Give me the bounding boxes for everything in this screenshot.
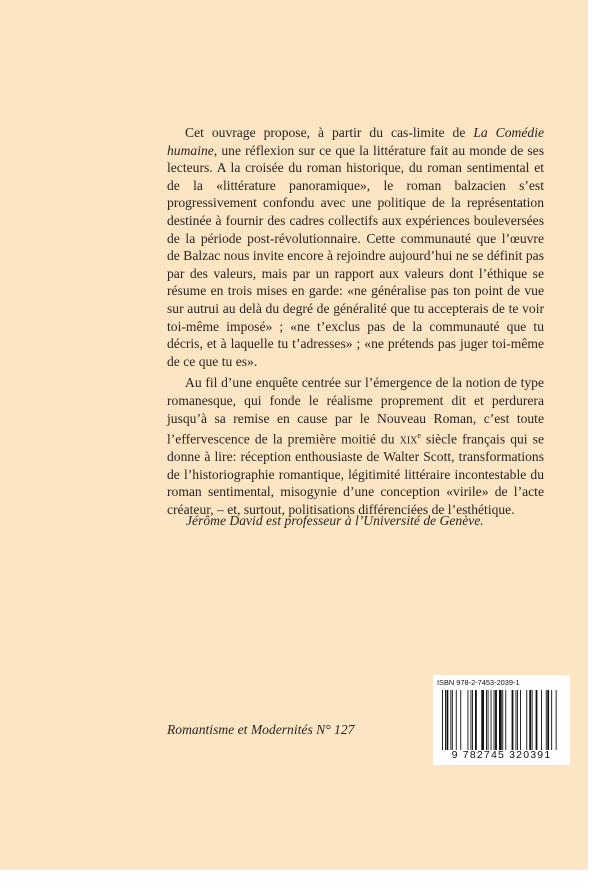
barcode-bar bbox=[499, 690, 502, 750]
barcode-bar bbox=[452, 690, 453, 750]
book-title: La Comédie humaine bbox=[167, 125, 545, 158]
barcode-bar bbox=[516, 690, 517, 750]
blurb bbox=[167, 124, 544, 519]
text-run: Au fil d’une enquête centrée sur l’émergence de la notion de type romanesque, qui fonde le réalisme proprement dit et perdurera jusqu’à sa remise en cause par le Nouveau Roman, c’est toute l’effervescence de la première moitié du bbox=[167, 375, 544, 447]
blurb-paragraph-2 bbox=[167, 374, 544, 518]
text-run: siècle français qui se donne à lire: réception enthousiaste de Walter Scott, transformations de l’historiographie romantique, légitimité littéraire incontestable du roman sentimental, misogynie d’une conception «virile» de l’acte créateur, – et, surtout, politisations différenciées de l’esthétique. bbox=[167, 431, 544, 517]
century-superscript: e bbox=[417, 431, 421, 441]
barcode-bar bbox=[541, 690, 542, 750]
barcode-bar bbox=[505, 690, 506, 750]
barcode-bar bbox=[450, 690, 451, 750]
barcode-bar bbox=[494, 690, 495, 750]
barcode bbox=[433, 675, 570, 765]
barcode-bar bbox=[536, 690, 538, 750]
barcode-bar bbox=[551, 690, 552, 750]
barcode-bar bbox=[529, 690, 531, 750]
isbn-label: ISBN 978-2-7453-2039-1 bbox=[437, 678, 520, 687]
barcode-bar bbox=[547, 690, 549, 750]
author-note: Jérôme David est professeur à l’Université de Genève. bbox=[186, 513, 484, 528]
barcode-bar bbox=[512, 690, 514, 750]
barcode-bar bbox=[526, 690, 527, 750]
barcode-bar bbox=[517, 690, 518, 750]
barcode-bar bbox=[442, 690, 443, 750]
barcode-bar bbox=[546, 690, 547, 750]
series-name: Romantisme et Modernités N° 127 bbox=[167, 722, 355, 737]
barcode-bar bbox=[491, 690, 492, 750]
barcode-digits: 9 782745 320391 bbox=[451, 749, 552, 761]
text-run: Cet ouvrage propose, à partir du cas-limite de bbox=[185, 125, 474, 140]
barcode-bar bbox=[472, 690, 473, 750]
barcode-bar bbox=[456, 690, 457, 750]
barcode-bar bbox=[460, 690, 461, 750]
barcode-bar bbox=[481, 690, 484, 750]
century-numeral: xix bbox=[399, 431, 418, 447]
barcode-bar bbox=[475, 690, 477, 750]
text-run: , une réflexion sur ce que la littérature fait au monde de ses lecteurs. A la croisée du roman historique, du roman sentimental et de la «littérature panoramique», le roman balzacien s’est progressivement confondu avec une politique de la représentation destinée à fournir des cadres collectifs aux expériences bouleversées de la période post-révolutionnaire. Cette communauté que l’œuvre de Balzac nous invite encore à rejoindre aujourd’hui ne se définit pas par des valeurs, mais par un rapport aux valeurs dont l’éthique se résume en trois mises en garde: «ne généralise pas ton point de vue sur autrui au delà du degré de généralité que tu accepterais de te voir toi-même imposé» ; «ne t’exclus pas de la communauté que tu décris, et à laquelle tu t’adresses» ; «ne prétends pas juger toi-même de ce que tu es». bbox=[167, 142, 544, 369]
barcode-bar bbox=[520, 690, 521, 750]
barcode-bars bbox=[441, 690, 566, 750]
barcode-bar bbox=[495, 690, 497, 750]
barcode-bar bbox=[471, 690, 472, 750]
barcode-bar bbox=[556, 690, 557, 750]
barcode-bar bbox=[502, 690, 503, 750]
barcode-bar bbox=[468, 690, 469, 750]
blurb-paragraph-1 bbox=[167, 124, 544, 370]
barcode-bar bbox=[532, 690, 533, 750]
barcode-bar bbox=[488, 690, 489, 750]
barcode-bar bbox=[447, 690, 449, 750]
barcode-bar bbox=[445, 690, 446, 750]
barcode-bar bbox=[486, 690, 487, 750]
